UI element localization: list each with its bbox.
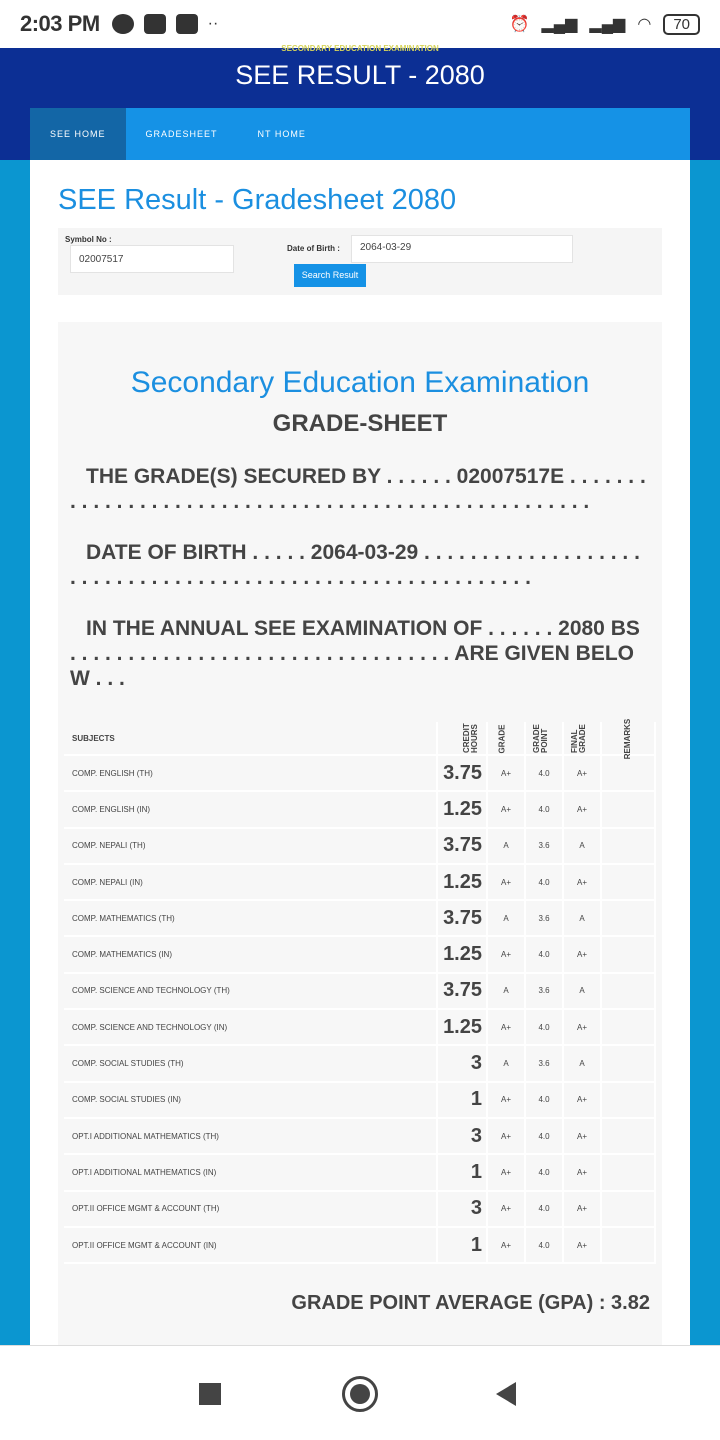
subject-cell: OPT.II OFFICE MGMT & ACCOUNT (IN) bbox=[64, 1227, 437, 1263]
remarks-cell bbox=[601, 755, 655, 791]
remarks-cell bbox=[601, 1191, 655, 1227]
grade-cell: A bbox=[487, 1045, 525, 1081]
col-grade-point: GRADE POINT bbox=[532, 724, 549, 753]
table-row bbox=[64, 1009, 655, 1045]
dob-label: Date of Birth : bbox=[287, 244, 340, 253]
grade-point-cell: 4.0 bbox=[525, 755, 563, 791]
subject-cell: COMP. SOCIAL STUDIES (TH) bbox=[64, 1045, 437, 1081]
credit-hours-cell: 1 bbox=[437, 1227, 487, 1263]
final-grade-cell: A+ bbox=[563, 1009, 601, 1045]
final-grade-cell: A bbox=[563, 973, 601, 1009]
exam-line: IN THE ANNUAL SEE EXAMINATION OF . . . . . . 2080 BS . . . . . . . . . . . . . . . . . . . . . . . . . . . . . . . . . ARE GIVEN BELOW . . . bbox=[70, 617, 640, 690]
credit-hours-cell: 1.25 bbox=[437, 1009, 487, 1045]
dob-line: DATE OF BIRTH . . . . . 2064-03-29 . . . . . . . . . . . . . . . . . . . . . . . . . . . . . . . . . . . . . . . . . . . . . . . . . . . . . . . . . . . bbox=[70, 541, 640, 589]
final-grade-cell: A+ bbox=[563, 1191, 601, 1227]
grades-table bbox=[64, 718, 656, 1264]
credit-hours-cell: 1.25 bbox=[437, 791, 487, 827]
grade-cell: A bbox=[487, 973, 525, 1009]
secured-by-line: THE GRADE(S) SECURED BY . . . . . . 02007517E . . . . . . . . . . . . . . . . . . . . . . . . . . . . . . . . . . . . . . . . . . . . . . . . . . . . bbox=[70, 465, 646, 513]
final-grade-cell: A+ bbox=[563, 936, 601, 972]
grade-point-cell: 4.0 bbox=[525, 1118, 563, 1154]
grade-cell: A+ bbox=[487, 1191, 525, 1227]
remarks-cell bbox=[601, 1009, 655, 1045]
grade-cell: A+ bbox=[487, 1118, 525, 1154]
grade-point-cell: 4.0 bbox=[525, 1154, 563, 1190]
table-row bbox=[64, 1082, 655, 1118]
battery-icon: 70 bbox=[663, 14, 700, 35]
nav-gradesheet[interactable]: GRADESHEET bbox=[145, 129, 218, 139]
credit-hours-cell: 1.25 bbox=[437, 936, 487, 972]
final-grade-cell: A+ bbox=[563, 864, 601, 900]
table-row bbox=[64, 828, 655, 864]
more-dots-icon: ·· bbox=[207, 15, 219, 32]
nav-bar bbox=[30, 108, 690, 160]
credit-hours-cell: 3.75 bbox=[437, 973, 487, 1009]
remarks-cell bbox=[601, 1154, 655, 1190]
table-row bbox=[64, 1118, 655, 1154]
final-grade-cell: A+ bbox=[563, 755, 601, 791]
grade-point-cell: 4.0 bbox=[525, 1191, 563, 1227]
col-remarks: REMARKS bbox=[622, 718, 632, 759]
credit-hours-cell: 3 bbox=[437, 1191, 487, 1227]
subject-cell: COMP. ENGLISH (TH) bbox=[64, 755, 437, 791]
nav-see-home[interactable]: SEE HOME bbox=[30, 108, 126, 160]
sheet-subheading: GRADE-SHEET bbox=[272, 410, 448, 437]
grade-point-cell: 4.0 bbox=[525, 1082, 563, 1118]
home-icon[interactable] bbox=[342, 1376, 378, 1412]
sheet-heading: Secondary Education Examination bbox=[130, 366, 590, 399]
grade-cell: A+ bbox=[487, 1154, 525, 1190]
status-bar bbox=[0, 0, 720, 48]
remarks-cell bbox=[601, 1227, 655, 1263]
recents-icon[interactable] bbox=[199, 1383, 221, 1405]
credit-hours-cell: 1 bbox=[437, 1154, 487, 1190]
grade-point-cell: 4.0 bbox=[525, 791, 563, 827]
credit-hours-cell: 3 bbox=[437, 1045, 487, 1081]
wifi-icon: ◠ bbox=[637, 16, 652, 33]
grade-point-cell: 3.6 bbox=[525, 1045, 563, 1081]
col-credit-hours: CREDIT HOURS bbox=[462, 723, 479, 753]
grade-cell: A+ bbox=[487, 1082, 525, 1118]
search-result-button[interactable]: Search Result bbox=[294, 264, 366, 287]
subject-cell: OPT.I ADDITIONAL MATHEMATICS (IN) bbox=[64, 1154, 437, 1190]
credit-hours-cell: 3.75 bbox=[437, 900, 487, 936]
grade-cell: A+ bbox=[487, 936, 525, 972]
subject-cell: COMP. MATHEMATICS (TH) bbox=[64, 900, 437, 936]
subject-cell: COMP. SCIENCE AND TECHNOLOGY (TH) bbox=[64, 973, 437, 1009]
grade-point-cell: 3.6 bbox=[525, 828, 563, 864]
remarks-cell bbox=[601, 864, 655, 900]
youtube-icon bbox=[144, 14, 166, 34]
remarks-cell bbox=[601, 828, 655, 864]
grade-sheet bbox=[58, 322, 662, 1352]
subject-cell: OPT.II OFFICE MGMT & ACCOUNT (TH) bbox=[64, 1191, 437, 1227]
final-grade-cell: A+ bbox=[563, 1118, 601, 1154]
credit-hours-cell: 3.75 bbox=[437, 755, 487, 791]
remarks-cell bbox=[601, 1118, 655, 1154]
credit-hours-cell: 3.75 bbox=[437, 828, 487, 864]
grade-cell: A+ bbox=[487, 1009, 525, 1045]
remarks-cell bbox=[601, 973, 655, 1009]
grade-cell: A+ bbox=[487, 791, 525, 827]
grade-cell: A+ bbox=[487, 1227, 525, 1263]
page-title: SEE Result - Gradesheet 2080 bbox=[58, 184, 457, 216]
android-nav-bar bbox=[0, 1345, 720, 1440]
table-row bbox=[64, 1045, 655, 1081]
table-row bbox=[64, 1227, 655, 1263]
final-grade-cell: A+ bbox=[563, 791, 601, 827]
credit-hours-cell: 3 bbox=[437, 1118, 487, 1154]
subject-cell: COMP. NEPALI (TH) bbox=[64, 828, 437, 864]
subject-cell: COMP. SCIENCE AND TECHNOLOGY (IN) bbox=[64, 1009, 437, 1045]
col-final-grade: FINAL GRADE bbox=[570, 724, 587, 753]
final-grade-cell: A+ bbox=[563, 1154, 601, 1190]
table-row bbox=[64, 900, 655, 936]
subject-cell: COMP. MATHEMATICS (IN) bbox=[64, 936, 437, 972]
remarks-cell bbox=[601, 1045, 655, 1081]
final-grade-cell: A+ bbox=[563, 1082, 601, 1118]
final-grade-cell: A bbox=[563, 828, 601, 864]
remarks-cell bbox=[601, 791, 655, 827]
grade-point-cell: 4.0 bbox=[525, 1227, 563, 1263]
subject-cell: COMP. ENGLISH (IN) bbox=[64, 791, 437, 827]
col-grade: GRADE bbox=[497, 724, 507, 753]
messenger-icon bbox=[112, 14, 134, 34]
banner-subtitle: SECONDARY EDUCATION EXAMINATION bbox=[281, 44, 439, 53]
clock: 2:03 PM bbox=[20, 11, 100, 36]
back-icon[interactable] bbox=[496, 1382, 516, 1406]
subject-cell: COMP. SOCIAL STUDIES (IN) bbox=[64, 1082, 437, 1118]
credit-hours-cell: 1 bbox=[437, 1082, 487, 1118]
table-row bbox=[64, 973, 655, 1009]
table-row bbox=[64, 1191, 655, 1227]
symbol-input[interactable]: 02007517 bbox=[70, 245, 234, 273]
grade-cell: A bbox=[487, 828, 525, 864]
grade-point-cell: 4.0 bbox=[525, 1009, 563, 1045]
banner-title: SEE RESULT - 2080 bbox=[235, 60, 485, 90]
signal-icon: ▂▄▆ bbox=[541, 16, 578, 33]
credit-hours-cell: 1.25 bbox=[437, 864, 487, 900]
alarm-icon: ⏰ bbox=[509, 16, 530, 33]
subject-cell: OPT.I ADDITIONAL MATHEMATICS (TH) bbox=[64, 1118, 437, 1154]
remarks-cell bbox=[601, 900, 655, 936]
final-grade-cell: A bbox=[563, 1045, 601, 1081]
signal2-icon: ▂▄▆ bbox=[589, 16, 626, 33]
nav-nt-home[interactable]: NT HOME bbox=[257, 129, 306, 139]
grade-cell: A+ bbox=[487, 864, 525, 900]
remarks-cell bbox=[601, 1082, 655, 1118]
final-grade-cell: A bbox=[563, 900, 601, 936]
grade-point-cell: 4.0 bbox=[525, 936, 563, 972]
remarks-cell bbox=[601, 936, 655, 972]
grade-point-cell: 3.6 bbox=[525, 900, 563, 936]
table-row bbox=[64, 936, 655, 972]
grade-cell: A bbox=[487, 900, 525, 936]
search-form bbox=[58, 228, 662, 295]
table-row bbox=[64, 1154, 655, 1190]
table-row bbox=[64, 791, 655, 827]
grade-cell: A+ bbox=[487, 755, 525, 791]
calendar-icon bbox=[176, 14, 198, 34]
symbol-label: Symbol No : bbox=[65, 235, 112, 244]
final-grade-cell: A+ bbox=[563, 1227, 601, 1263]
main-content bbox=[30, 160, 690, 1345]
dob-input[interactable]: 2064-03-29 bbox=[351, 235, 573, 263]
gpa-text: GRADE POINT AVERAGE (GPA) : 3.82 bbox=[291, 1292, 650, 1314]
col-subjects: SUBJECTS bbox=[64, 722, 437, 755]
subject-cell: COMP. NEPALI (IN) bbox=[64, 864, 437, 900]
table-row bbox=[64, 864, 655, 900]
table-row bbox=[64, 755, 655, 791]
grade-point-cell: 3.6 bbox=[525, 973, 563, 1009]
grade-point-cell: 4.0 bbox=[525, 864, 563, 900]
